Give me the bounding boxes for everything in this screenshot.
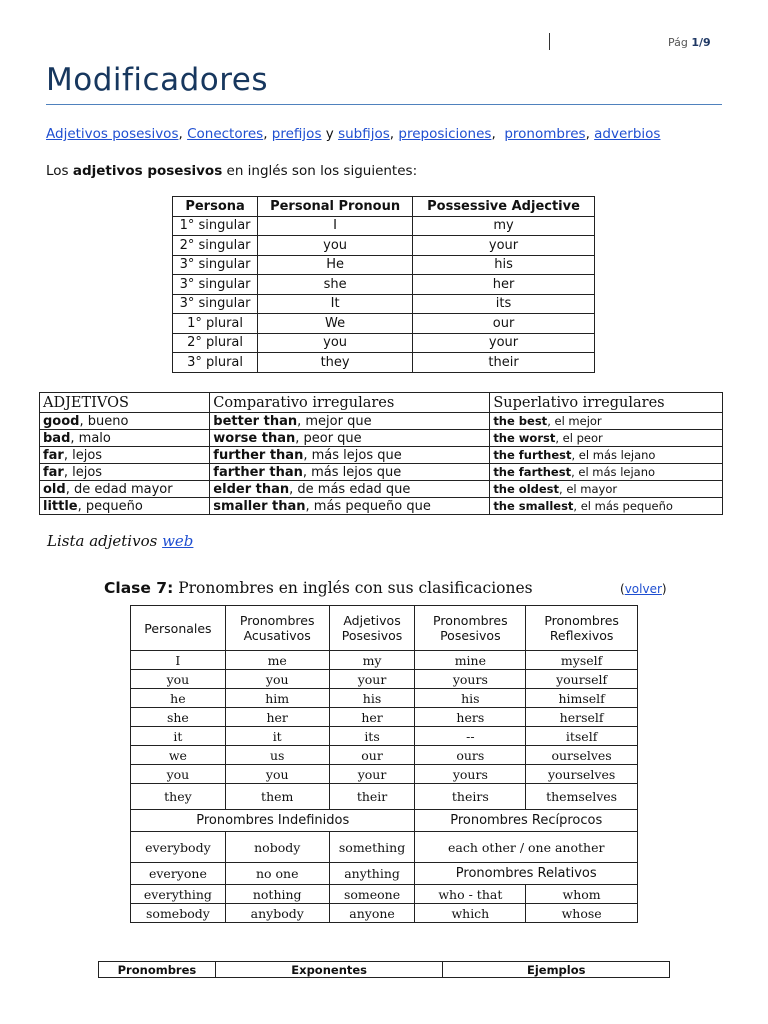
table-cell [40,430,210,447]
column-header: Pronombres [99,962,216,978]
table-cell: his [329,689,415,708]
cell-term: the smallest [493,499,574,513]
table-cell: it [225,727,329,746]
cell-term: elder than [213,481,290,497]
cell-translation: , el más lejano [571,465,656,479]
column-header: Adjetivos Posesivos [329,606,415,651]
topic-links: Adjetivos posesivos, Conectores, prefijos y subfijos, preposiciones, pronombres, adverbios [46,126,661,142]
link-adjetivos-posesivos[interactable]: Adjetivos posesivos [46,126,179,142]
cell-translation: , más lejos que [303,447,402,463]
table-cell: us [225,746,329,765]
cell-translation: , de edad mayor [65,481,173,497]
cell-translation: , el más lejano [571,448,656,462]
cell-term: worse than [213,430,296,446]
table-cell: -- [415,727,526,746]
table-cell: 3° plural [173,353,258,373]
table-cell [490,413,723,430]
volver-link-wrap: (volver) [620,582,667,596]
table-row [173,294,595,314]
cell-term: farther than [213,464,303,480]
cell-term: bad [43,430,71,446]
intro-text: Los adjetivos posesivos en inglés son los siguientes: [46,163,418,179]
cell-translation: , mejor que [297,413,372,429]
relative-header: Pronombres Relativos [415,863,638,885]
table-cell: they [258,353,413,373]
table-cell [40,481,210,498]
table-cell [490,481,723,498]
table-cell: He [258,255,413,275]
cell-term: further than [213,447,304,463]
section-header-row [131,810,638,832]
table-cell: you [131,765,226,784]
table-cell: it [131,727,226,746]
table-cell [40,413,210,430]
table-cell: whom [526,885,638,904]
table-cell: everyone [131,863,226,885]
table-cell: everybody [131,832,226,863]
table-cell [40,498,210,515]
table-row [173,275,595,295]
column-header: Personales [131,606,226,651]
table-cell: nobody [225,832,329,863]
table-cell [210,413,490,430]
cell-translation: , lejos [63,464,103,480]
table-row [40,498,723,515]
table-cell: your [413,236,595,256]
table-cell: you [225,670,329,689]
table-cell: themselves [526,784,638,810]
adjectives-list-line: Lista adjetivos web [47,532,194,550]
table-row [131,863,638,885]
section-heading: Clase 7: Pronombres en inglés con sus clasificaciones [104,579,533,597]
table-cell: 3° singular [173,294,258,314]
table-cell: you [258,333,413,353]
table-cell: your [329,765,415,784]
table-cell: theirs [415,784,526,810]
cell-translation: , más lejos que [302,464,402,480]
link-adverbios[interactable]: adverbios [594,126,661,142]
column-header: Possessive Adjective [413,197,595,217]
volver-link[interactable]: volver [624,582,662,596]
table-row [40,447,723,464]
cell-translation: , malo [70,430,111,446]
table-cell: you [258,236,413,256]
table-row [131,765,638,784]
column-header: Pronombres Posesivos [415,606,526,651]
table-cell: you [225,765,329,784]
table-cell: her [225,708,329,727]
page-title: Modificadores [46,62,269,98]
table-row [131,746,638,765]
table-cell: 2° singular [173,236,258,256]
table-cell: they [131,784,226,810]
header-divider [549,33,550,50]
table-row [173,333,595,353]
table-row [131,904,638,923]
table-cell: he [131,689,226,708]
table-cell: 3° singular [173,275,258,295]
cell-translation: , el peor [555,431,603,445]
pronouns-examples-table [98,961,670,978]
table-cell [490,447,723,464]
cell-translation: , el mayor [559,482,618,496]
table-cell: We [258,314,413,334]
table-cell: your [329,670,415,689]
table-row [131,708,638,727]
link-prefijos[interactable]: prefijos [271,126,322,142]
table-cell: them [225,784,329,810]
cell-translation: , el mejor [547,414,602,428]
link-pronombres[interactable]: pronombres [504,126,586,142]
column-header: Pronombres Acusativos [225,606,329,651]
table-cell [210,481,490,498]
table-cell: someone [329,885,415,904]
table-cell: my [329,651,415,670]
indefinite-header: Pronombres Indefinidos [131,810,415,832]
column-header: Personal Pronoun [258,197,413,217]
link-preposiciones[interactable]: preposiciones [398,126,492,142]
column-header: Superlativo irregulares [490,393,723,413]
table-cell: everything [131,885,226,904]
table-cell: something [329,832,415,863]
table-cell: me [225,651,329,670]
column-header: Exponentes [215,962,443,978]
cell-term: far [43,464,64,480]
table-cell: 1° plural [173,314,258,334]
table-cell: their [413,353,595,373]
table-cell: anybody [225,904,329,923]
cell-term: far [43,447,64,463]
possessive-adjectives-table [172,196,595,373]
table-cell [490,498,723,515]
cell-term: better than [213,413,298,429]
title-underline [46,104,722,105]
table-cell [490,464,723,481]
table-cell [490,430,723,447]
table-cell: her [329,708,415,727]
link-subfijos[interactable]: subfijos [338,126,390,142]
table-cell: her [413,275,595,295]
cell-term: the best [493,414,548,428]
table-cell: 3° singular [173,255,258,275]
table-cell: whose [526,904,638,923]
table-cell [210,430,490,447]
table-cell: its [329,727,415,746]
table-cell: It [258,294,413,314]
reciprocal-header: Pronombres Recíprocos [415,810,638,832]
table-row [131,651,638,670]
cell-translation: , lejos [63,447,103,463]
table-row [131,784,638,810]
table-row [40,464,723,481]
table-cell: ours [415,746,526,765]
table-cell [40,464,210,481]
table-cell: she [131,708,226,727]
column-header: Comparativo irregulares [210,393,490,413]
table-cell: their [329,784,415,810]
cell-term: good [43,413,80,429]
cell-translation: , peor que [295,430,362,446]
table-cell: yours [415,670,526,689]
table-cell: somebody [131,904,226,923]
cell-term: smaller than [213,498,306,514]
table-row [173,236,595,256]
cell-term: little [43,498,78,514]
cell-translation: , bueno [79,413,129,429]
cell-term: the oldest [493,482,560,496]
column-header: Ejemplos [443,962,670,978]
table-cell: we [131,746,226,765]
table-cell: who - that [415,885,526,904]
table-header-row [131,606,638,651]
cell-translation: , pequeño [77,498,143,514]
table-cell: my [413,216,595,236]
cell-translation: , de más edad que [289,481,411,497]
cell-translation: , el más pequeño [573,499,673,513]
reciprocal-cell: each other / one another [415,832,638,863]
table-cell: mine [415,651,526,670]
table-cell: his [415,689,526,708]
table-row [131,689,638,708]
table-cell: yours [415,765,526,784]
table-cell: itself [526,727,638,746]
column-header: Pronombres Reflexivos [526,606,638,651]
table-cell: our [329,746,415,765]
table-cell [40,447,210,464]
table-cell: 1° singular [173,216,258,236]
link-conectores[interactable]: Conectores [187,126,264,142]
table-row [131,727,638,746]
table-row [173,255,595,275]
column-header: Persona [173,197,258,217]
web-link[interactable]: web [162,532,194,550]
table-cell: nothing [225,885,329,904]
page-number: 1/9 [691,36,711,49]
table-cell: ourselves [526,746,638,765]
table-cell: anyone [329,904,415,923]
table-cell: myself [526,651,638,670]
table-cell [210,498,490,515]
page-indicator: Pág 1/9 [668,36,711,49]
cell-term: the farthest [493,465,572,479]
table-row [131,670,638,689]
table-cell: hers [415,708,526,727]
table-cell: I [131,651,226,670]
cell-term: old [43,481,66,497]
table-cell: his [413,255,595,275]
table-cell: anything [329,863,415,885]
table-row [173,353,595,373]
table-row [131,832,638,863]
table-cell: herself [526,708,638,727]
table-row [40,481,723,498]
table-cell: no one [225,863,329,885]
table-cell: yourselves [526,765,638,784]
table-cell: you [131,670,226,689]
table-row [173,216,595,236]
table-cell: I [258,216,413,236]
table-row [40,413,723,430]
cell-translation: , más pequeño que [305,498,431,514]
column-header: ADJETIVOS [40,393,210,413]
table-cell: its [413,294,595,314]
table-cell [210,464,490,481]
table-cell: which [415,904,526,923]
table-cell: she [258,275,413,295]
table-row [40,430,723,447]
table-cell: yourself [526,670,638,689]
table-cell: your [413,333,595,353]
table-row [131,885,638,904]
pronouns-table [130,605,638,923]
table-cell [210,447,490,464]
table-cell: him [225,689,329,708]
table-row [173,314,595,334]
table-cell: himself [526,689,638,708]
cell-term: the furthest [493,448,572,462]
table-cell: our [413,314,595,334]
cell-term: the worst [493,431,556,445]
table-cell: 2° plural [173,333,258,353]
irregular-adjectives-table [39,392,723,515]
